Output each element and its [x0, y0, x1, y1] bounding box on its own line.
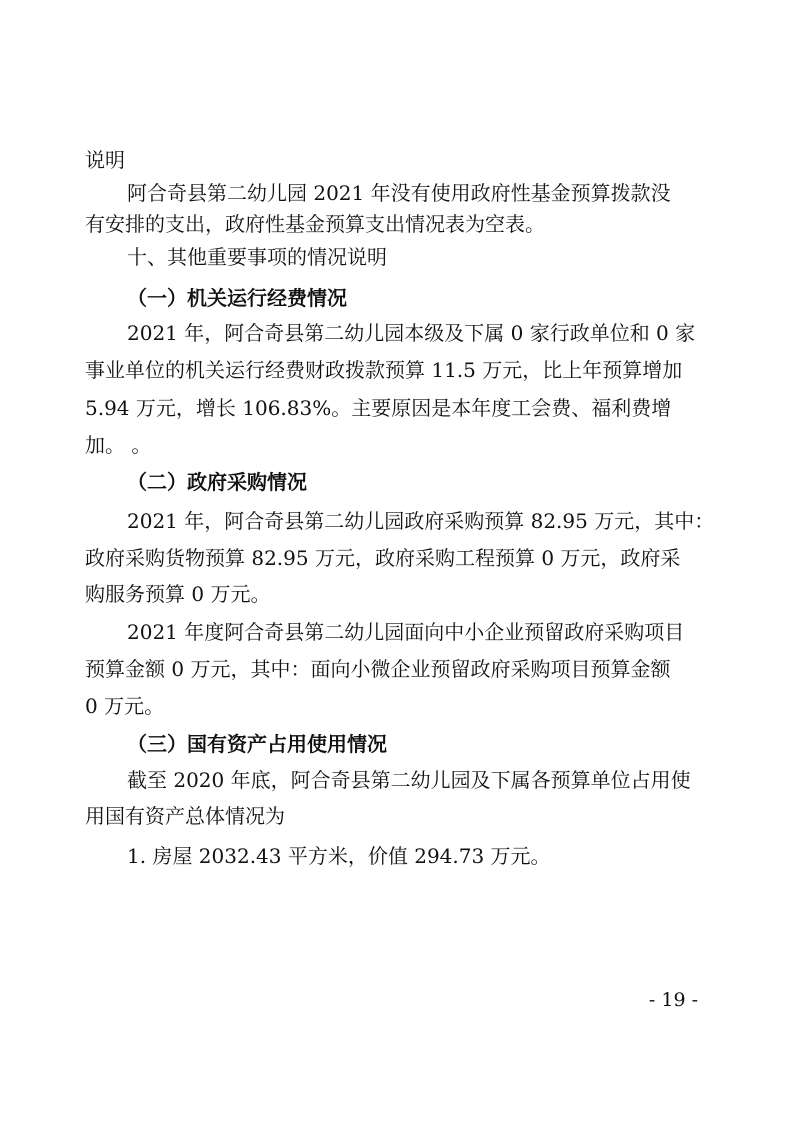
paragraph-line: 截至 2020 年底，阿合奇县第二幼儿园及下属各预算单位占用使	[127, 768, 691, 792]
paragraph-line: 2021 年，阿合奇县第二幼儿园政府采购预算 82.95 万元，其中：	[127, 509, 715, 533]
paragraph-line: 用国有资产总体情况为	[85, 804, 285, 828]
subsection-heading: （二）政府采购情况	[127, 470, 307, 494]
continued-heading-text: 说明	[85, 148, 125, 172]
paragraph-line: 预算金额 0 万元，其中：面向小微企业预留政府采购项目预算金额	[85, 657, 671, 681]
subsection-heading: （一）机关运行经费情况	[127, 286, 347, 310]
section-heading: 十、其他重要事项的情况说明	[127, 245, 387, 269]
paragraph-line: 政府采购货物预算 82.95 万元，政府采购工程预算 0 万元，政府采	[85, 546, 681, 570]
page-number: - 19 -	[648, 989, 698, 1011]
paragraph-line: 阿合奇县第二幼儿园 2021 年没有使用政府性基金预算拨款没	[127, 181, 671, 205]
subsection-heading: （三）国有资产占用使用情况	[127, 732, 387, 756]
paragraph-line: 1. 房屋 2032.43 平方米，价值 294.73 万元。	[127, 844, 551, 868]
paragraph-line: 有安排的支出，政府性基金预算支出情况表为空表。	[85, 212, 545, 236]
paragraph-line: 加。 。	[85, 433, 152, 457]
paragraph-line: 购服务预算 0 万元。	[85, 582, 271, 606]
paragraph-line: 2021 年度阿合奇县第二幼儿园面向中小企业预留政府采购项目	[127, 620, 685, 644]
paragraph-line: 事业单位的机关运行经费财政拨款预算 11.5 万元，比上年预算增加	[85, 358, 683, 382]
paragraph-line: 2021 年，阿合奇县第二幼儿园本级及下属 0 家行政单位和 0 家	[127, 321, 696, 345]
paragraph-line: 0 万元。	[85, 694, 165, 718]
paragraph-line: 5.94 万元，增长 106.83%。主要原因是本年度工会费、福利费增	[85, 396, 672, 420]
